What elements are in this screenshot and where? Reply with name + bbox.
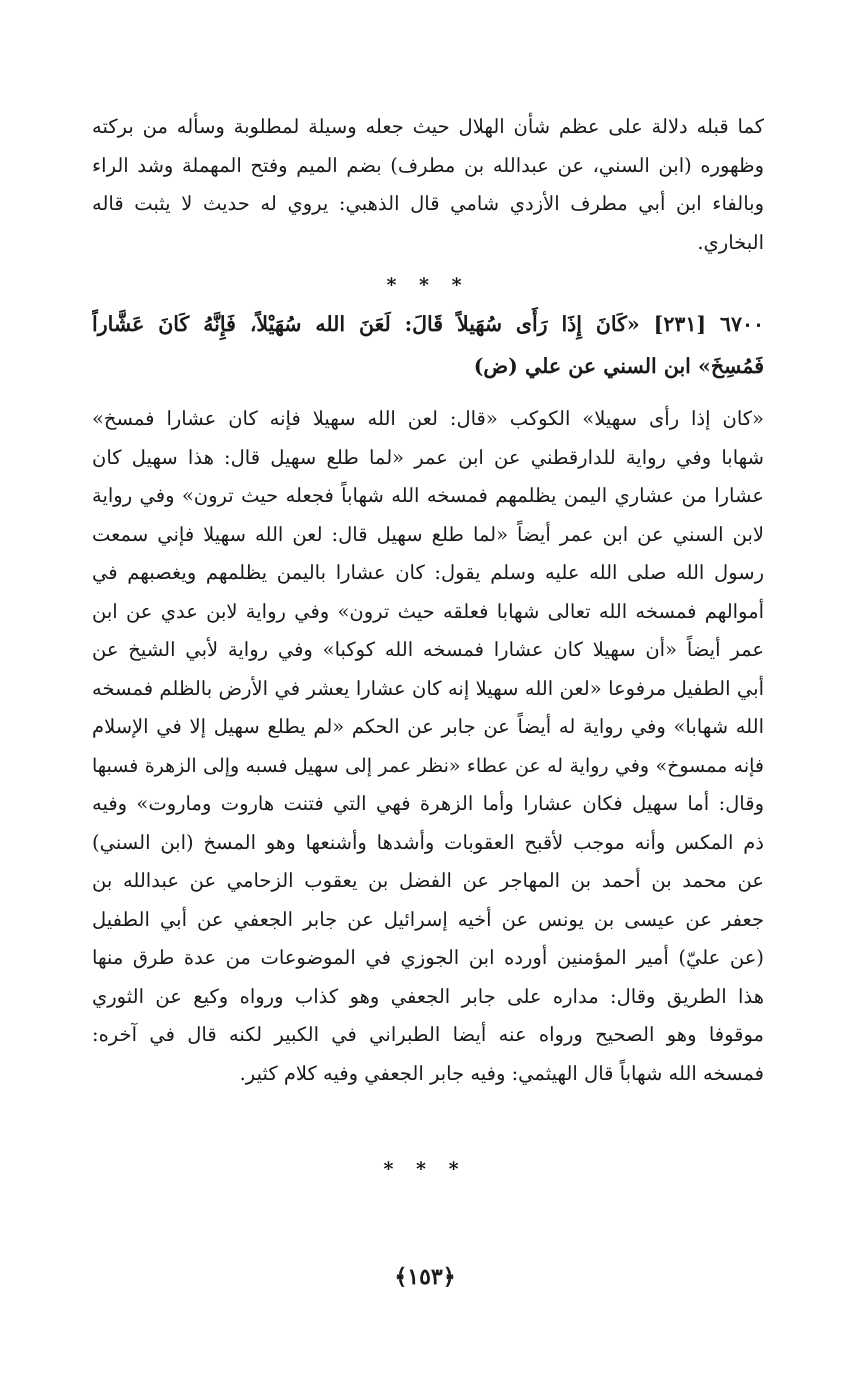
- page-number: ﴿١٥٣﴾: [394, 1264, 456, 1290]
- commentary-line: عن محمد بن أحمد بن المهاجر عن الفضل بن يعقوب الزحامي عن عبدالله بن: [92, 869, 764, 892]
- intro-line: وبالفاء ابن أبي مطرف الأزدي شامي قال الذهبي: يروي له حديث لا يثبت قاله: [92, 192, 764, 215]
- hadith-text: [92, 302, 764, 386]
- commentary-line: ذم المكس وأنه موجب لأقبح العقوبات وأشدها وأشنعها وهو المسخ (ابن السني): [92, 830, 764, 854]
- hadith-line: فَمُسِخَ» ابن السني عن علي (ض): [473, 354, 764, 378]
- commentary-line: فإنه ممسوخ» وفي رواية له عن عطاء «نظر عمر إلى سهيل فسبه وإلى الزهرة فسبها: [92, 754, 764, 777]
- hadith-line: ٦٧٠٠ [٢٣١] «كَانَ إِذَا رَأَى سُهَيلاً قَالَ: لَعَنَ الله سُهَيْلاً، فَإِنَّهُ كَانَ عَشَّاراً: [92, 312, 764, 336]
- commentary-line: موقوفا وهو الصحيح ورواه عنه أيضا الطبراني في الكبير لكنه قال في آخره:: [92, 1023, 764, 1046]
- commentary-paragraph: [92, 400, 764, 1093]
- intro-line: كما قبله دلالة على عظم شأن الهلال حيث جعله وسيلة لمطلوبة وسأله من بركته: [92, 115, 764, 138]
- section-separator: * * *: [383, 1158, 467, 1180]
- commentary-line: الله شهابا» وفي رواية له أيضاً عن جابر عن الحكم «لم يطلع سهيل إلا في الإسلام: [92, 715, 764, 738]
- commentary-line: جعفر عن عيسى بن يونس عن أخيه إسرائيل عن جابر الجعفي عن أبي الطفيل: [92, 907, 764, 931]
- commentary-line: رسول الله صلى الله عليه وسلم يقول: كان عشارا باليمن يظلمهم ويغصبهم في: [92, 561, 764, 584]
- section-separator: * * *: [386, 274, 470, 296]
- commentary-line: هذا الطريق وقال: مداره على جابر الجعفي وهو كذاب ورواه وكيع عن الثوري: [92, 984, 764, 1008]
- page-body: [92, 108, 764, 1093]
- intro-paragraph: [92, 108, 764, 262]
- commentary-line: أموالهم فمسخه الله تعالى شهابا فعلقه حيث ترون» وفي رواية لابن عدي عن ابن: [92, 599, 764, 623]
- intro-line: وظهوره (ابن السني، عن عبدالله بن مطرف) بضم الميم وفتح المهملة وشد الراء: [92, 153, 764, 177]
- commentary-line: لابن السني عن ابن عمر أيضاً «لما طلع سهيل قال: لعن الله سهيلا فإني سمعت: [92, 522, 764, 546]
- commentary-line: عمر أيضاً «أن سهيلا كان عشارا فمسخه الله كوكبا» وفي رواية لأبي الشيخ عن: [92, 638, 764, 661]
- intro-line: البخاري.: [697, 230, 764, 254]
- commentary-line: فمسخه الله شهاباً قال الهيثمي: وفيه جابر الجعفي وفيه كلام كثير.: [239, 1061, 764, 1085]
- commentary-line: أبي الطفيل مرفوعا «لعن الله سهيلا إنه كان عشارا يعشر في الأرض بالظلم فمسخه: [92, 676, 764, 700]
- commentary-line: (عن عليّ) أمير المؤمنين أورده ابن الجوزي في الموضوعات من عدة طرق منها: [92, 946, 764, 969]
- commentary-line: عشارا من عشاري اليمن يظلمهم فمسخه الله شهاباً فجعله حيث ترون» وفي رواية: [92, 484, 764, 507]
- commentary-line: «كان إذا رأى سهيلا» الكوكب «قال: لعن الله سهيلا فإنه كان عشارا فمسخ»: [92, 407, 764, 430]
- commentary-line: وقال: أما سهيل فكان عشارا وأما الزهرة فهي التي فتنت هاروت وماروت» وفيه: [92, 792, 764, 815]
- commentary-line: شهابا وفي رواية للدارقطني عن ابن عمر «لما طلع سهيل قال: هذا سهيل كان: [92, 445, 764, 469]
